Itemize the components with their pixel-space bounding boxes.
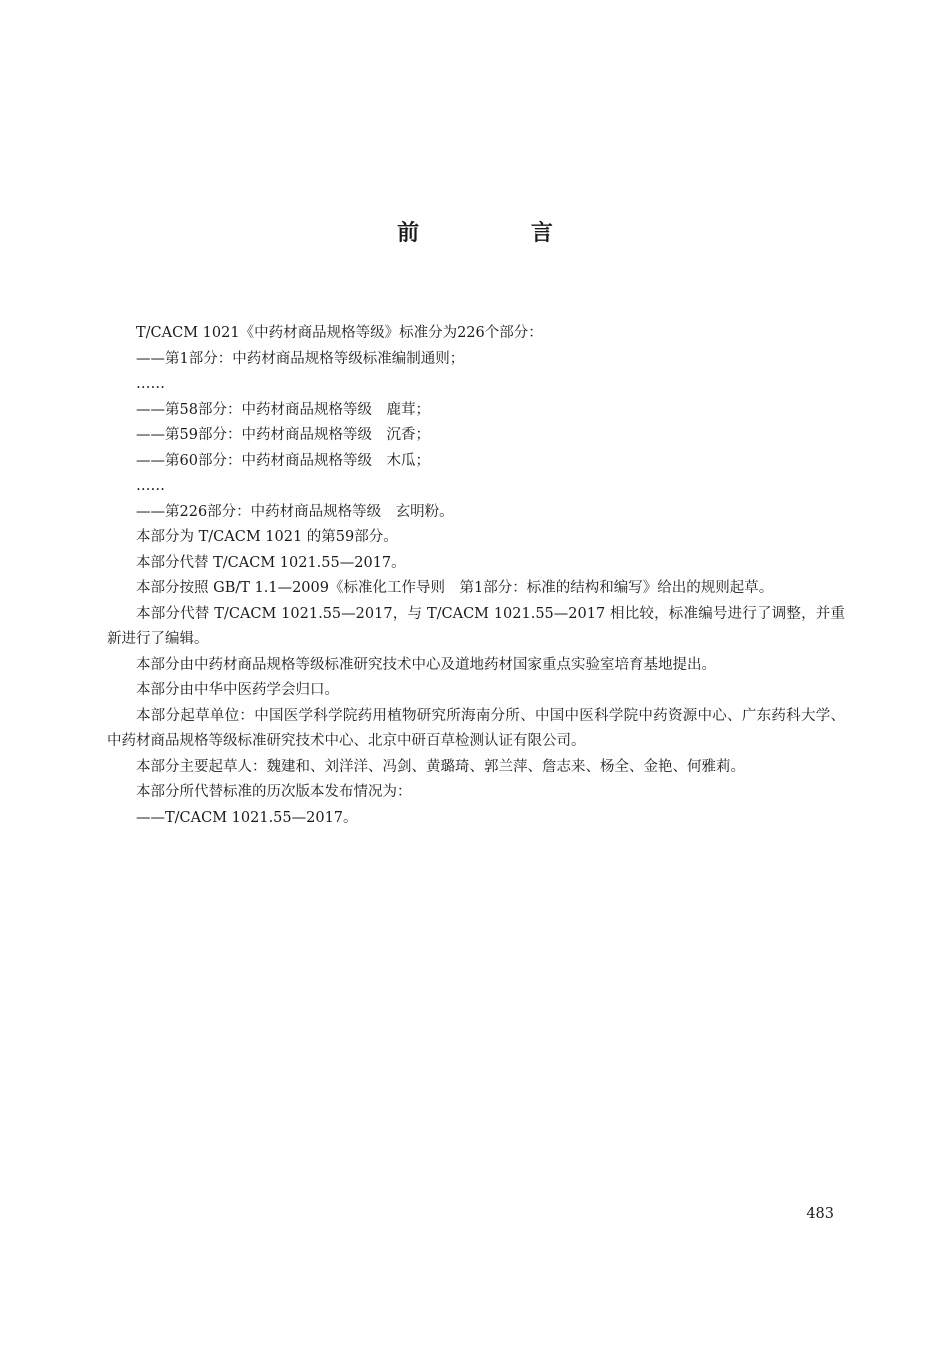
list-item-part-60: ——第60部分：中药材商品规格等级 木瓜；	[136, 452, 430, 469]
paragraph-history: 本部分所代替标准的历次版本发布情况为：	[136, 784, 412, 800]
paragraph-managed-by: 本部分由中华中医药学会归口。	[136, 682, 339, 698]
paragraph-drafting-units: 本部分起草单位：中国医学科学院药用植物研究所海南分所、中国中医科学院中药资源中心、广东药科大学、中药材商品规格等级标准研究技术中心、北京中研百草检测认证有限公司。	[107, 707, 845, 749]
paragraph-drafting-rules: 本部分按照 GB/T 1.1—2009《标准化工作导则 第1部分：标准的结构和编写》给出的规则起草。	[136, 580, 774, 596]
paragraph-intro: T/CACM 1021《中药材商品规格等级》标准分为226个部分：	[136, 325, 543, 341]
list-item-part-58: ——第58部分：中药材商品规格等级 鹿茸；	[136, 401, 430, 418]
document-body	[107, 321, 845, 831]
paragraph-replaces: 本部分代替 T/CACM 1021.55—2017。	[136, 554, 406, 571]
list-item-part-1: ——第1部分：中药材商品规格等级标准编制通则；	[136, 350, 465, 367]
list-ellipsis: ……	[136, 478, 165, 494]
paragraph-part-number: 本部分为 T/CACM 1021 的第59部分。	[136, 529, 398, 545]
page-title: 前 言	[397, 221, 605, 246]
paragraph-drafters: 本部分主要起草人：魏建和、刘洋洋、冯剑、黄璐琦、郭兰萍、詹志来、杨全、金艳、何雅莉。	[136, 758, 745, 775]
list-item-part-226: ——第226部分：中药材商品规格等级 玄明粉。	[136, 503, 454, 520]
paragraph-changes: 本部分代替 T/CACM 1021.55—2017，与 T/CACM 1021.55—2017 相比较，标准编号进行了调整，并重新进行了编辑。	[107, 605, 845, 647]
list-item-history-version: ——T/CACM 1021.55—2017。	[136, 809, 358, 826]
list-ellipsis: ……	[136, 376, 165, 392]
list-item-part-59: ——第59部分：中药材商品规格等级 沉香；	[136, 427, 430, 443]
paragraph-proposed-by: 本部分由中药材商品规格等级标准研究技术中心及道地药材国家重点实验室培育基地提出。	[136, 656, 716, 673]
page-number: 483	[806, 1206, 834, 1222]
